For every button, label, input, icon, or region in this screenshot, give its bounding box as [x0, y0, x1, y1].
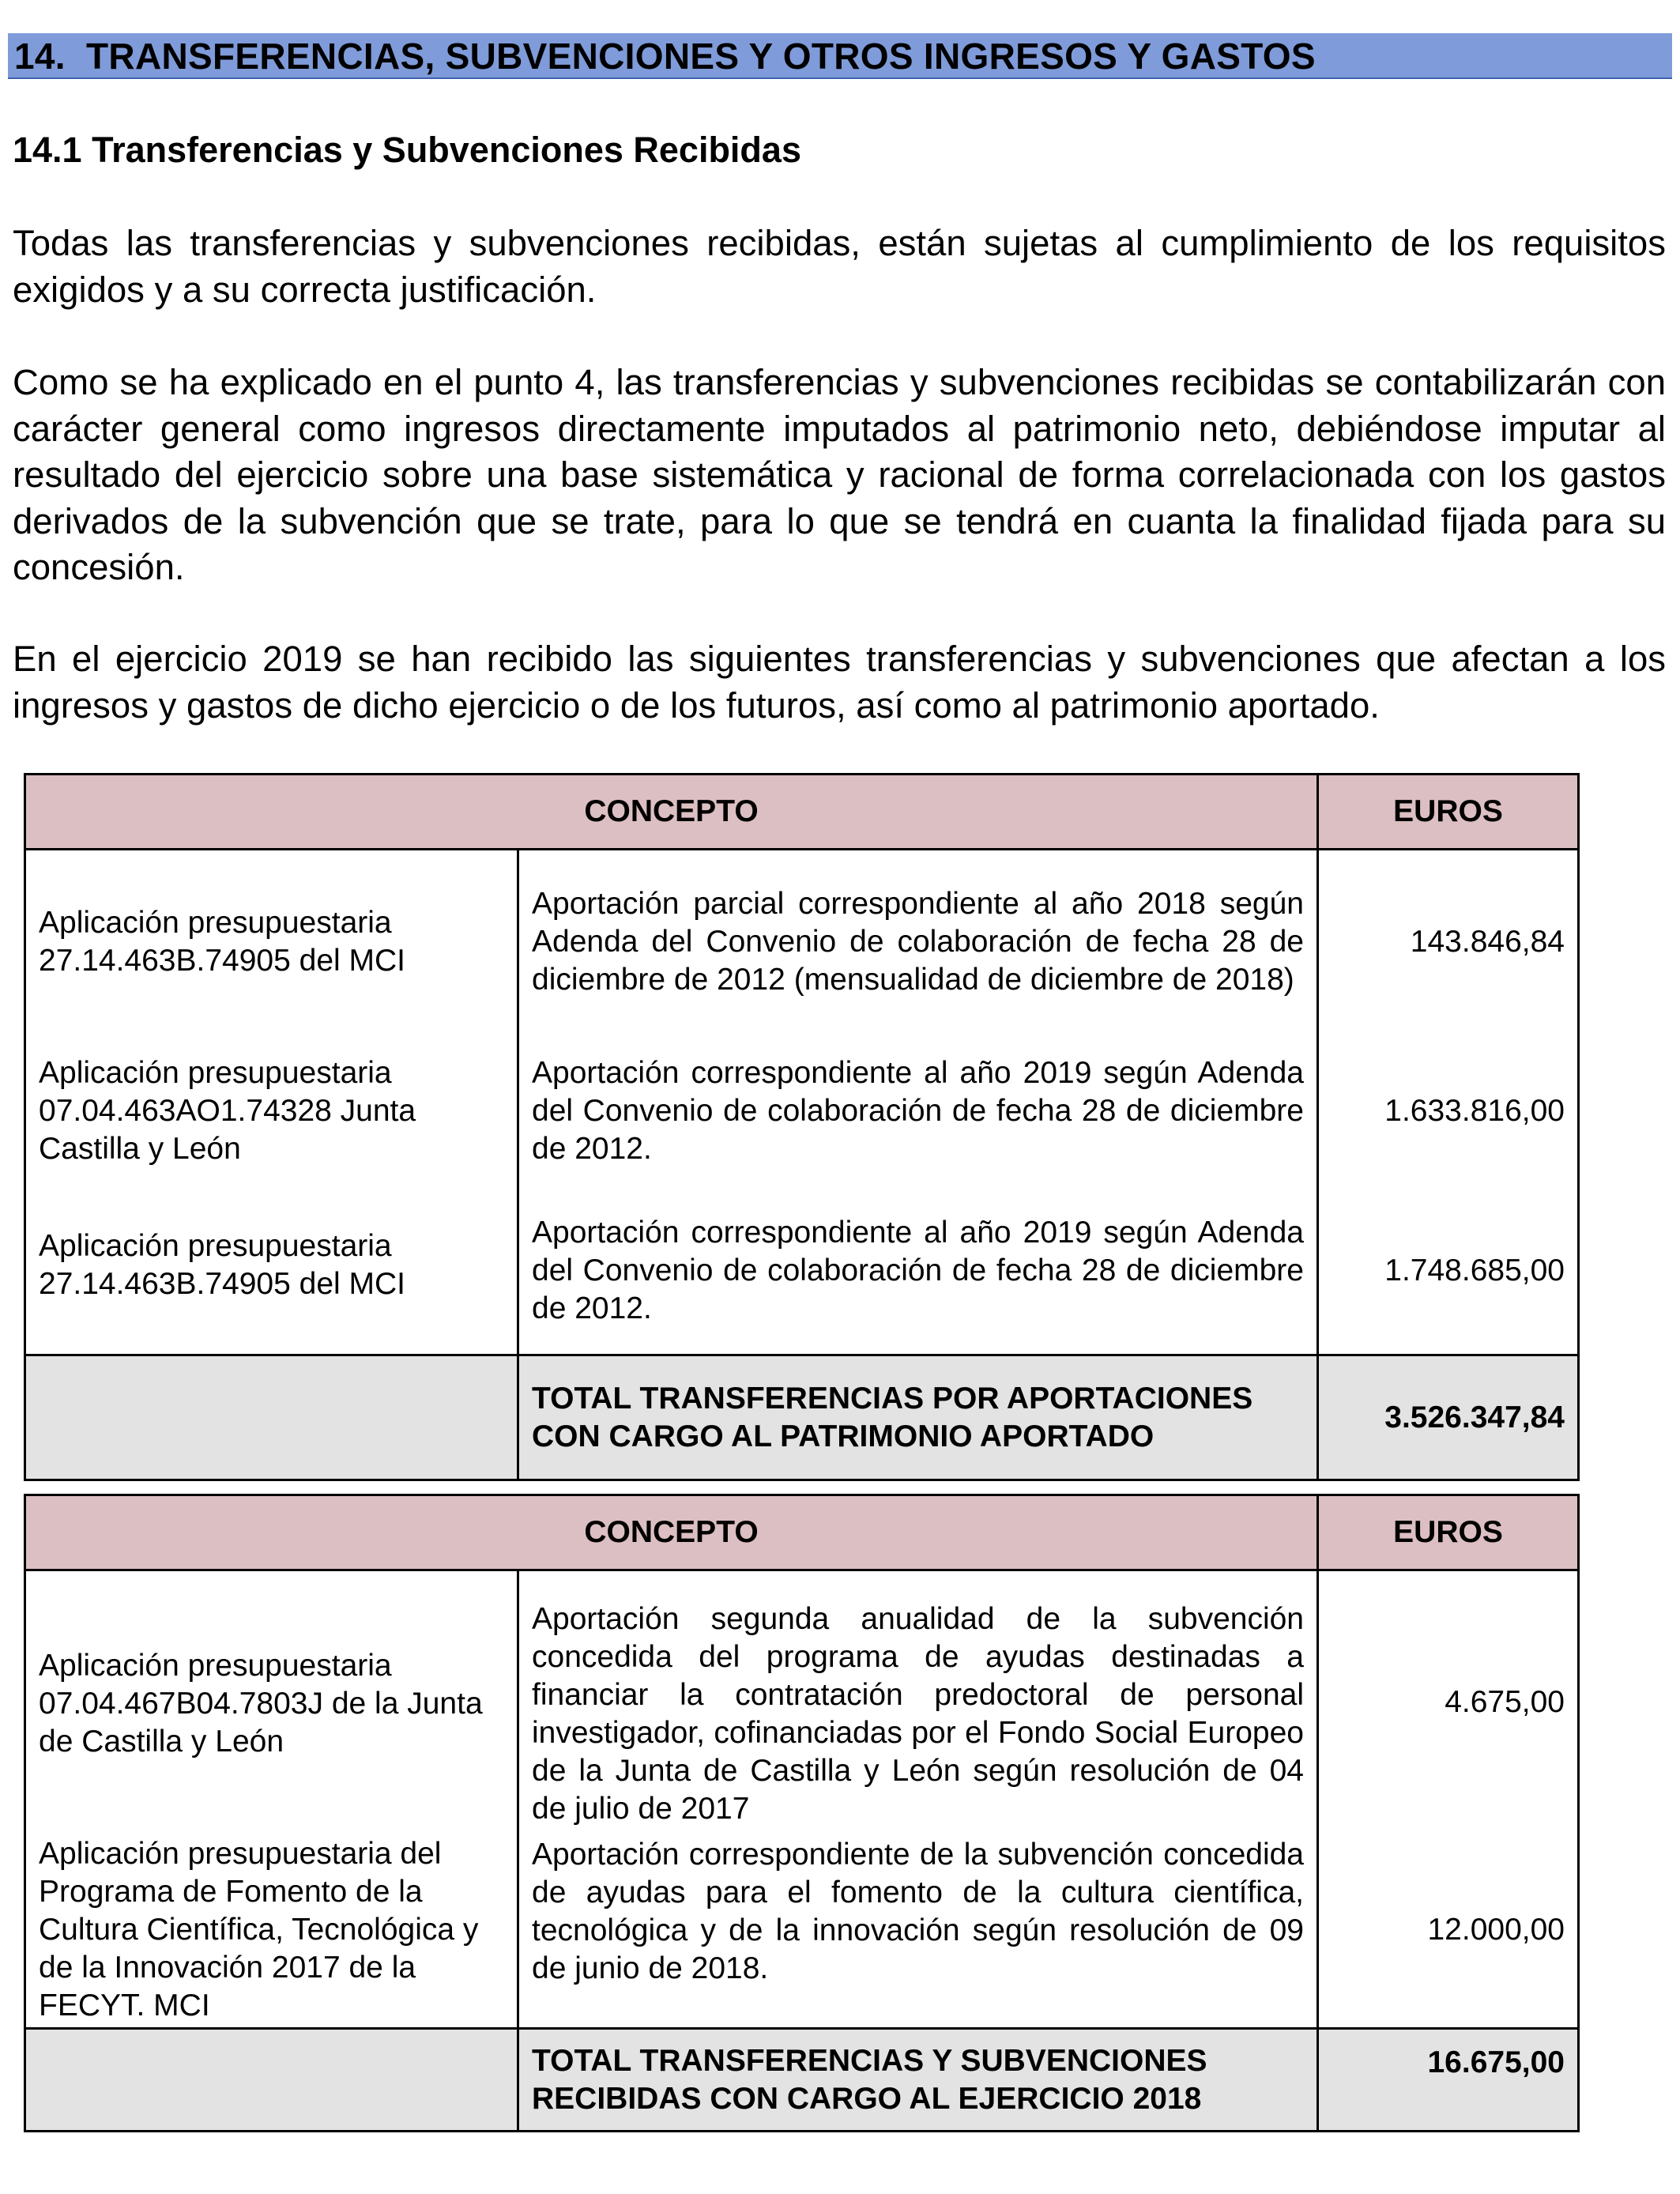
subsection-title: 14.1 Transferencias y Subvenciones Recibidas — [13, 130, 801, 170]
section-number: 14. — [14, 36, 66, 77]
section-header — [8, 33, 1672, 79]
header-euros: EUROS — [1318, 775, 1579, 850]
table-row — [25, 1188, 1579, 1355]
account-cell: Aplicación presupuestaria del Programa de Fomento de la Cultura Científica, Tecnológica y de la Innovación 2017 de la FECYT. MCI — [25, 1833, 518, 2029]
total-label: TOTAL TRANSFERENCIAS Y SUBVENCIONES RECIBIDAS CON CARGO AL EJERCICIO 2018 — [518, 2029, 1318, 2132]
total-label: TOTAL TRANSFERENCIAS POR APORTACIONES CON CARGO AL PATRIMONIO APORTADO — [518, 1355, 1318, 1480]
table-row — [25, 850, 1579, 1035]
table-row — [25, 1833, 1579, 2029]
patrimonio-table — [24, 773, 1580, 1481]
total-row — [25, 1355, 1579, 1480]
concept-cell: Aportación correspondiente de la subvención concedida de ayudas para el fomento de la cultura científica, tecnológica y de la innovación según resolución de 09 de junio de 2018. — [518, 1833, 1318, 2029]
amount-cell: 143.846,84 — [1318, 850, 1579, 1035]
total-amount: 3.526.347,84 — [1318, 1355, 1579, 1480]
concept-cell: Aportación parcial correspondiente al año 2018 según Adenda del Convenio de colaboración de fecha 28 de diciembre de 2012 (mensualidad de diciembre de 2018) — [518, 850, 1318, 1035]
paragraph-2: Como se ha explicado en el punto 4, las transferencias y subvenciones recibidas se contabilizarán con carácter general como ingresos directamente imputados al patrimonio neto, debiéndose imputar al resultado del ejercicio sobre una base sistemática y racional de forma correlacionada con los gastos derivados de la subvención que se trate, para lo que se tendrá en cuanta la finalidad fijada para su concesión. — [13, 362, 1666, 587]
amount-cell: 4.675,00 — [1318, 1570, 1579, 1833]
account-cell: Aplicación presupuestaria 27.14.463B.74905 del MCI — [25, 850, 518, 1035]
table-header-row — [25, 775, 1579, 850]
header-concepto: CONCEPTO — [25, 1495, 1318, 1570]
section-title: TRANSFERENCIAS, SUBVENCIONES Y OTROS INGRESOS Y GASTOS — [86, 36, 1316, 77]
amount-cell: 1.633.816,00 — [1318, 1035, 1579, 1188]
concept-cell: Aportación correspondiente al año 2019 según Adenda del Convenio de colaboración de fecha 28 de diciembre de 2012. — [518, 1035, 1318, 1188]
amount-cell: 12.000,00 — [1318, 1833, 1579, 2029]
concept-cell: Aportación segunda anualidad de la subvención concedida del programa de ayudas destinadas a financiar la contratación predoctoral de personal investigador, cofinanciadas por el Fondo Social Europeo de la Junta de Castilla y León según resolución de 04 de julio de 2017 — [518, 1570, 1318, 1833]
amount-cell: 1.748.685,00 — [1318, 1188, 1579, 1355]
ejercicio-table — [24, 1494, 1580, 2132]
total-row — [25, 2029, 1579, 2132]
paragraph-3: En el ejercicio 2019 se han recibido las siguientes transferencias y subvenciones que afectan a los ingresos y gastos de dicho ejercicio o de los futuros, así como al patrimonio aportado. — [13, 639, 1666, 726]
table-row — [25, 1035, 1579, 1188]
header-concepto: CONCEPTO — [25, 775, 1318, 850]
total-blank-cell — [25, 2029, 518, 2132]
account-cell: Aplicación presupuestaria 27.14.463B.74905 del MCI — [25, 1188, 518, 1355]
table-header-row — [25, 1495, 1579, 1570]
paragraph-1: Todas las transferencias y subvenciones recibidas, están sujetas al cumplimiento de los requisitos exigidos y a su correcta justificación. — [13, 223, 1666, 310]
concept-cell: Aportación correspondiente al año 2019 según Adenda del Convenio de colaboración de fecha 28 de diciembre de 2012. — [518, 1188, 1318, 1355]
total-blank-cell — [25, 1355, 518, 1480]
table-row — [25, 1570, 1579, 1833]
header-euros: EUROS — [1318, 1495, 1579, 1570]
account-cell: Aplicación presupuestaria 07.04.467B04.7803J de la Junta de Castilla y León — [25, 1570, 518, 1833]
account-cell: Aplicación presupuestaria 07.04.463AO1.74328 Junta Castilla y León — [25, 1035, 518, 1188]
total-amount: 16.675,00 — [1318, 2029, 1579, 2132]
